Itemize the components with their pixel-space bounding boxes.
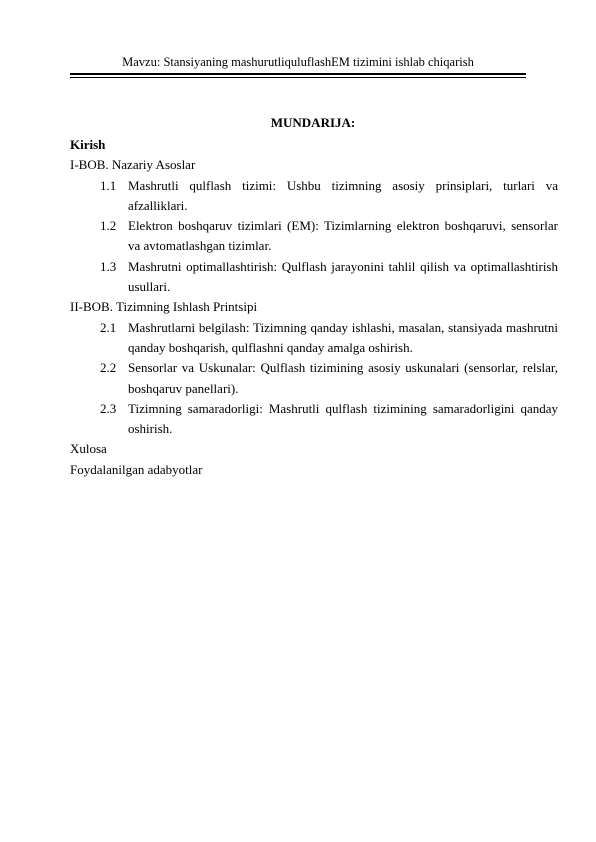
toc-item-text: Mashrutni optimallashtirish: Qulflash jarayonini tahlil qilish va optimallashtirish usullari. [128, 258, 558, 295]
toc-item-1-3 [70, 257, 558, 298]
toc-conclusion: Xulosa [70, 441, 107, 457]
toc-intro: Kirish [70, 137, 106, 152]
toc-item-2-2 [70, 358, 558, 399]
toc-chapter-1: I-BOB. Nazariy Asoslar [70, 157, 196, 173]
toc-chapter-2: II-BOB. Tizimning Ishlash Printsipi [70, 299, 258, 315]
toc-item-number: 2.1 [100, 319, 117, 335]
toc-item-number: 1.1 [100, 177, 117, 193]
toc-item-text: Mashrutlarni belgilash: Tizimning qanday ishlashi, masalan, stansiyada mashrutni qanday boshqarish, qulflashni qanday amalga oshirish. [128, 319, 558, 355]
toc-title: MUNDARIJA: [270, 115, 356, 130]
running-header: Mavzu: Stansiyaning mashurutliquluflashEM tizimini ishlab chiqarish [122, 55, 474, 69]
table-of-contents [70, 135, 558, 480]
toc-item-number: 2.2 [100, 360, 117, 376]
toc-item-text: Sensorlar va Uskunalar: Qulflash tizimining asosiy uskunalari (sensorlar, relslar, boshqaruv panellari). [128, 360, 558, 396]
toc-item-number: 1.3 [100, 258, 117, 274]
toc-item-text: Mashrutli qulflash tizimi: Ushbu tizimning asosiy prinsiplari, turlari va afzalliklari. [128, 177, 558, 213]
toc-item-2-3 [70, 399, 558, 440]
toc-item-number: 1.2 [100, 218, 117, 234]
header-rule-thick [70, 73, 526, 75]
toc-item-1-1 [70, 176, 558, 217]
toc-item-2-1 [70, 318, 558, 359]
toc-references: Foydalanilgan adabyotlar [70, 461, 203, 477]
toc-item-1-2 [70, 216, 558, 257]
toc-item-number: 2.3 [100, 400, 117, 416]
toc-item-text: Elektron boshqaruv tizimlari (EM): Tizimlarning elektron boshqaruvi, sensorlar va avtomatlashgan tizimlar. [128, 218, 558, 254]
toc-item-text: Tizimning samaradorligi: Mashrutli qulflash tizimining samaradorligini qanday oshirish. [128, 400, 558, 437]
header-rule-thin [70, 77, 526, 78]
